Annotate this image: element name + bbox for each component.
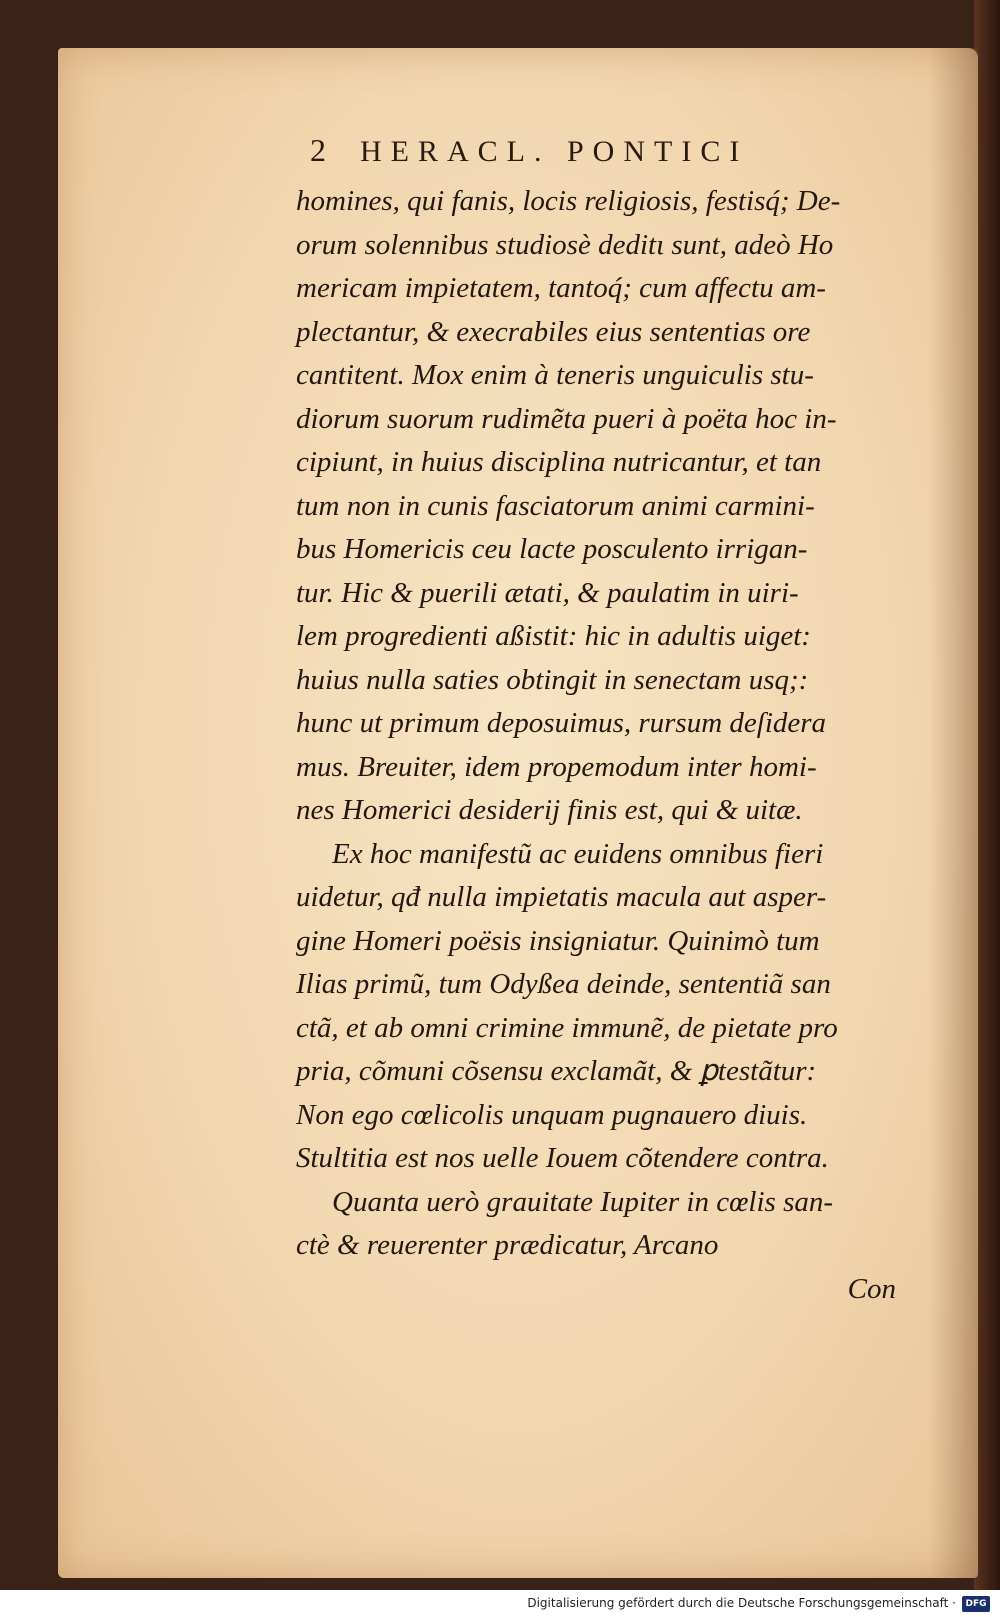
text-line: lem progredienti aßistit: hic in adultis uiget:	[296, 620, 811, 652]
text-line: hunc ut primum deposuimus, rursum deſidera	[296, 707, 827, 739]
digitization-footer	[0, 1590, 1000, 1617]
paragraph-start-line: Quanta uerò grauitate Iupiter in cœlis san-	[332, 1185, 834, 1218]
text-line: Ilias primũ, tum Odyßea deinde, sententiã san	[296, 968, 831, 1000]
text-line: tum non in cunis fasciatorum animi carmini-	[296, 489, 815, 522]
text-line: plectantur, & execrabiles eius sententias ore	[296, 315, 811, 348]
text-line: uidetur, qđ nulla impietatis macula aut asper-	[296, 881, 827, 913]
text-line: ctã, et ab omni crimine immunẽ, de pietate pro	[296, 1011, 838, 1044]
running-header	[310, 132, 870, 172]
body-text	[296, 180, 916, 1311]
text-line: bus Homericis ceu lacte posculento irrigan-	[296, 533, 808, 565]
text-line: cantitent. Mox enim à teneris unguiculis stu-	[296, 359, 814, 391]
verse-line: Stultitia est nos uelle Iouem cõtendere contra.	[296, 1142, 829, 1174]
text-line: tur. Hic & puerili ætati, & paulatim in uiri-	[296, 576, 799, 609]
text-line: ctè & reuerenter prædicatur, Arcano	[296, 1229, 719, 1261]
text-line: mus. Breuiter, idem propemodum inter homi-	[296, 750, 817, 783]
text-line: nes Homerici desiderij finis est, qui & uitæ.	[296, 794, 803, 826]
running-title: HERACL. PONTICI	[360, 135, 749, 168]
catchword: Con	[847, 1272, 896, 1305]
text-line: mericam impietatem, tantoq́; cum affectu am-	[296, 272, 826, 304]
dfg-logo: DFG	[962, 1596, 990, 1612]
text-line: pria, cõmuni cõsensu exclamãt, & ꝑtestãtur:	[296, 1055, 817, 1087]
verse-line: Non ego cœlicolis unquam pugnauero diuis.	[296, 1098, 808, 1131]
text-line: cipiunt, in huius disciplina nutricantur, et tan	[296, 446, 822, 478]
text-line: diorum suorum rudimẽta pueri à poëta hoc in-	[296, 402, 837, 435]
footer-text: Digitalisierung gefördert durch die Deutsche Forschungsgemeinschaft ·	[527, 1596, 956, 1610]
text-line: orum solennibus studiosè deditι sunt, adeò Ho	[296, 228, 834, 261]
text-line: homines, qui fanis, locis religiosis, festisq́; De-	[296, 185, 841, 217]
text-line: gine Homeri poësis insigniatur. Quinimò tum	[296, 924, 820, 957]
paragraph-start-line: Ex hoc manifestũ ac euidens omnibus fieri	[332, 837, 824, 870]
text-line: huius nulla saties obtingit in senectam usq;:	[296, 663, 809, 696]
page-number: 2	[310, 132, 326, 168]
